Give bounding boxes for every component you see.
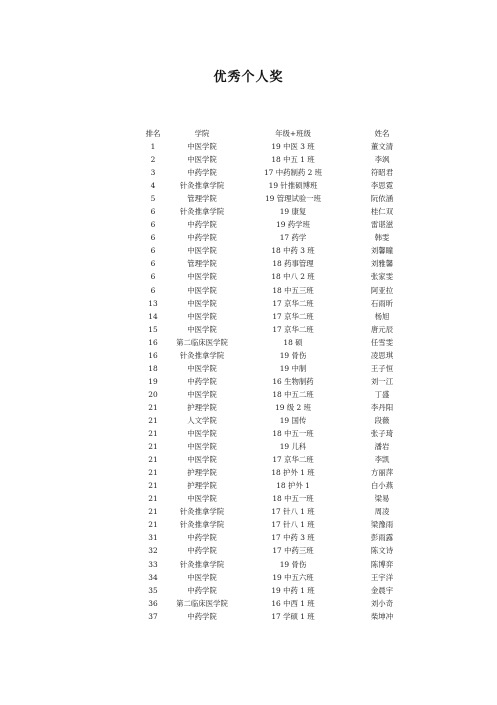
- school-cell: 中医学院: [187, 272, 217, 282]
- class-cell: 18 护外 1: [276, 481, 310, 491]
- name-cell: 梁易: [374, 494, 390, 504]
- class-cell: 18 中八 2 班: [271, 272, 315, 282]
- name-cell: 任雪雯: [370, 337, 394, 347]
- name-cell: 王宇洋: [370, 572, 394, 582]
- name-cell: 张子琦: [370, 429, 394, 439]
- rank-cell: 6: [150, 272, 156, 282]
- rank-cell: 2: [150, 155, 156, 165]
- name-cell: 方丽萍: [370, 468, 394, 478]
- name-cell: 雷谌滋: [370, 220, 394, 230]
- table-row: [140, 453, 416, 466]
- table-row: [140, 531, 416, 544]
- school-cell: 中医学院: [187, 363, 217, 373]
- awards-table: [140, 127, 416, 623]
- rank-cell: 21: [148, 416, 158, 425]
- class-cell: 19 中医 3 班: [271, 142, 315, 152]
- class-cell: 17 中药 3 班: [271, 533, 315, 543]
- name-cell: 刘馨瞳: [370, 246, 394, 256]
- rank-cell: 36: [148, 598, 158, 608]
- rank-cell: 35: [148, 585, 158, 595]
- rank-cell: 6: [150, 220, 156, 230]
- rank-cell: 21: [148, 481, 158, 491]
- school-cell: 中医学院: [187, 311, 217, 321]
- school-cell: 护理学院: [187, 468, 217, 478]
- school-cell: 中医学院: [187, 455, 217, 465]
- name-cell: 符昭君: [370, 168, 394, 178]
- school-cell: 中药学院: [187, 533, 217, 543]
- header-school: 学院: [194, 129, 210, 138]
- rank-cell: 6: [150, 285, 156, 295]
- class-cell: 19 中五六班: [272, 572, 314, 582]
- header-class: 年级+班级: [275, 129, 311, 138]
- class-cell: 17 京华二班: [272, 311, 314, 321]
- school-cell: 第二临床医学院: [176, 337, 228, 347]
- table-row: [140, 388, 416, 401]
- class-cell: 19 骨伤: [279, 559, 307, 569]
- rank-cell: 16: [148, 350, 158, 360]
- class-cell: 18 中五二班: [272, 389, 314, 399]
- rank-cell: 33: [148, 559, 158, 569]
- rank-cell: 21: [148, 494, 158, 504]
- table-row: [140, 153, 416, 166]
- school-cell: 针灸推拿学院: [179, 559, 225, 569]
- name-cell: 白小燕: [370, 481, 394, 491]
- table-row: [140, 257, 416, 270]
- class-cell: 18 药事管理: [272, 259, 314, 269]
- rank-cell: 1: [150, 142, 156, 152]
- class-cell: 18 中五 1 班: [271, 155, 315, 165]
- table-row: [140, 584, 416, 597]
- name-cell: 周凌: [374, 507, 390, 517]
- class-cell: 18 硕: [283, 337, 303, 347]
- school-cell: 中药学院: [187, 233, 217, 243]
- name-cell: 李丹阳: [370, 402, 394, 412]
- class-cell: 17 药学: [279, 233, 307, 243]
- table-row: [140, 231, 416, 244]
- school-cell: 中医学院: [187, 572, 217, 582]
- rank-cell: 21: [148, 442, 158, 452]
- school-cell: 中医学院: [187, 389, 217, 399]
- rank-cell: 21: [148, 429, 158, 439]
- school-cell: 中医学院: [187, 298, 217, 308]
- school-cell: 人文学院: [187, 416, 217, 425]
- table-row: [140, 466, 416, 479]
- name-cell: 陈博弈: [370, 559, 394, 569]
- class-cell: 18 中药 3 班: [271, 246, 315, 256]
- school-cell: 针灸推拿学院: [179, 207, 225, 217]
- class-cell: 19 药学班: [276, 220, 310, 230]
- school-cell: 中医学院: [187, 142, 217, 152]
- school-cell: 中药学院: [187, 611, 217, 621]
- name-cell: 凌思琪: [370, 350, 394, 360]
- rank-cell: 21: [148, 455, 158, 465]
- name-cell: 杨旭: [374, 311, 390, 321]
- rank-cell: 4: [150, 181, 156, 191]
- school-cell: 管理学院: [187, 194, 217, 204]
- table-row: [140, 440, 416, 453]
- rank-cell: 37: [148, 611, 158, 621]
- school-cell: 针灸推拿学院: [179, 350, 225, 360]
- table-row: [140, 179, 416, 192]
- table-row: [140, 518, 416, 531]
- table-row: [140, 492, 416, 505]
- class-cell: 19 骨伤: [279, 350, 307, 360]
- class-cell: 17 中药三班: [272, 546, 314, 556]
- name-cell: 刘一江: [370, 376, 394, 386]
- table-row: [140, 284, 416, 297]
- rank-cell: 6: [150, 259, 156, 269]
- school-cell: 中药学院: [187, 168, 217, 178]
- table-body: [140, 140, 416, 623]
- table-row: [140, 270, 416, 283]
- class-cell: 19 国传: [279, 416, 307, 425]
- school-cell: 管理学院: [187, 259, 217, 269]
- name-cell: 梁豫雨: [370, 520, 394, 530]
- rank-cell: 5: [150, 194, 156, 204]
- table-row: [140, 140, 416, 153]
- name-cell: 石雨昕: [370, 298, 394, 308]
- name-cell: 陈文诗: [370, 546, 394, 556]
- table-row: [140, 610, 416, 623]
- table-row: [140, 244, 416, 257]
- table-row: [140, 401, 416, 414]
- rank-cell: 31: [148, 533, 158, 543]
- class-cell: 19 针推硕博班: [268, 181, 318, 191]
- name-cell: 金晨宇: [370, 585, 394, 595]
- table-row: [140, 479, 416, 492]
- rank-cell: 18: [148, 363, 158, 373]
- school-cell: 中医学院: [187, 494, 217, 504]
- class-cell: 17 京华二班: [272, 324, 314, 334]
- table-row: [140, 558, 416, 571]
- table-row: [140, 597, 416, 610]
- name-cell: 彭雨露: [370, 533, 394, 543]
- rank-cell: 6: [150, 246, 156, 256]
- school-cell: 中医学院: [187, 246, 217, 256]
- rank-cell: 3: [150, 168, 156, 178]
- rank-cell: 6: [150, 233, 156, 243]
- rank-cell: 21: [148, 468, 158, 478]
- name-cell: 李思霓: [370, 181, 394, 191]
- school-cell: 中医学院: [187, 155, 217, 165]
- class-cell: 17 针八 1 班: [271, 520, 315, 530]
- name-cell: 刘小奇: [370, 598, 394, 608]
- table-row: [140, 323, 416, 336]
- name-cell: 王子恒: [370, 363, 394, 373]
- table-row: [140, 375, 416, 388]
- class-cell: 17 学硕 1 班: [271, 611, 315, 621]
- name-cell: 丁盛: [374, 389, 390, 399]
- rank-cell: 21: [148, 402, 158, 412]
- table-row: [140, 362, 416, 375]
- school-cell: 中药学院: [187, 546, 217, 556]
- class-cell: 17 京华二班: [272, 298, 314, 308]
- class-cell: 19 儿科: [279, 442, 307, 452]
- class-cell: 17 针八 1 班: [271, 507, 315, 517]
- class-cell: 19 管理试验一班: [264, 194, 322, 204]
- table-row: [140, 349, 416, 362]
- class-cell: 16 中西 1 班: [271, 598, 315, 608]
- rank-cell: 15: [148, 324, 158, 334]
- rank-cell: 16: [148, 337, 158, 347]
- school-cell: 护理学院: [187, 402, 217, 412]
- rank-cell: 20: [148, 389, 158, 399]
- table-row: [140, 427, 416, 440]
- class-cell: 17 京华二班: [272, 455, 314, 465]
- table-row: [140, 336, 416, 349]
- school-cell: 针灸推拿学院: [179, 520, 225, 530]
- rank-cell: 21: [148, 507, 158, 517]
- table-row: [140, 544, 416, 557]
- document-title: 优秀个人奖: [213, 70, 284, 85]
- name-cell: 段薇: [374, 416, 390, 425]
- rank-cell: 19: [148, 376, 158, 386]
- school-cell: 中医学院: [187, 285, 217, 295]
- rank-cell: 32: [148, 546, 158, 556]
- name-cell: 唐元辰: [370, 324, 394, 334]
- header-rank: 排名: [145, 129, 161, 138]
- name-cell: 阿亚拉: [370, 285, 394, 295]
- table-row: [140, 218, 416, 231]
- class-cell: 19 康复: [279, 207, 307, 217]
- table-row: [140, 505, 416, 518]
- class-cell: 18 中五一班: [272, 429, 314, 439]
- table-row: [140, 192, 416, 205]
- class-cell: 19 中制: [279, 363, 307, 373]
- rank-cell: 21: [148, 520, 158, 530]
- school-cell: 中药学院: [187, 376, 217, 386]
- class-cell: 19 级 2 班: [275, 402, 311, 412]
- class-cell: 18 中五一班: [272, 494, 314, 504]
- table-row: [140, 310, 416, 323]
- school-cell: 针灸推拿学院: [179, 181, 225, 191]
- school-cell: 针灸推拿学院: [179, 507, 225, 517]
- table-row: [140, 166, 416, 179]
- table-row: [140, 571, 416, 584]
- school-cell: 第二临床医学院: [176, 598, 228, 608]
- name-cell: 阮依涵: [370, 194, 394, 204]
- name-cell: 潘岩: [374, 442, 390, 452]
- class-cell: 19 中药 1 班: [271, 585, 315, 595]
- class-cell: 18 护外 1 班: [271, 468, 315, 478]
- name-cell: 张家雯: [370, 272, 394, 282]
- rank-cell: 13: [148, 298, 158, 308]
- class-cell: 17 中药制药 2 班: [263, 168, 323, 178]
- name-cell: 桂仁双: [370, 207, 394, 217]
- class-cell: 16 生物制药: [272, 376, 314, 386]
- name-cell: 柴坤冲: [370, 611, 394, 621]
- rank-cell: 14: [148, 311, 158, 321]
- name-cell: 李凯: [374, 455, 390, 465]
- school-cell: 中医学院: [187, 324, 217, 334]
- name-cell: 韩雯: [374, 233, 390, 243]
- school-cell: 中医学院: [187, 429, 217, 439]
- rank-cell: 6: [150, 207, 156, 217]
- class-cell: 18 中五三班: [272, 285, 314, 295]
- table-row: [140, 297, 416, 310]
- table-header-row: [140, 127, 416, 140]
- school-cell: 中医学院: [187, 442, 217, 452]
- school-cell: 护理学院: [187, 481, 217, 491]
- name-cell: 董文清: [370, 142, 394, 152]
- school-cell: 中药学院: [187, 220, 217, 230]
- table-row: [140, 414, 416, 427]
- rank-cell: 34: [148, 572, 158, 582]
- name-cell: 李飒: [374, 155, 390, 165]
- school-cell: 中药学院: [187, 585, 217, 595]
- header-name: 姓名: [374, 129, 390, 138]
- name-cell: 刘雅馨: [370, 259, 394, 269]
- table-row: [140, 205, 416, 218]
